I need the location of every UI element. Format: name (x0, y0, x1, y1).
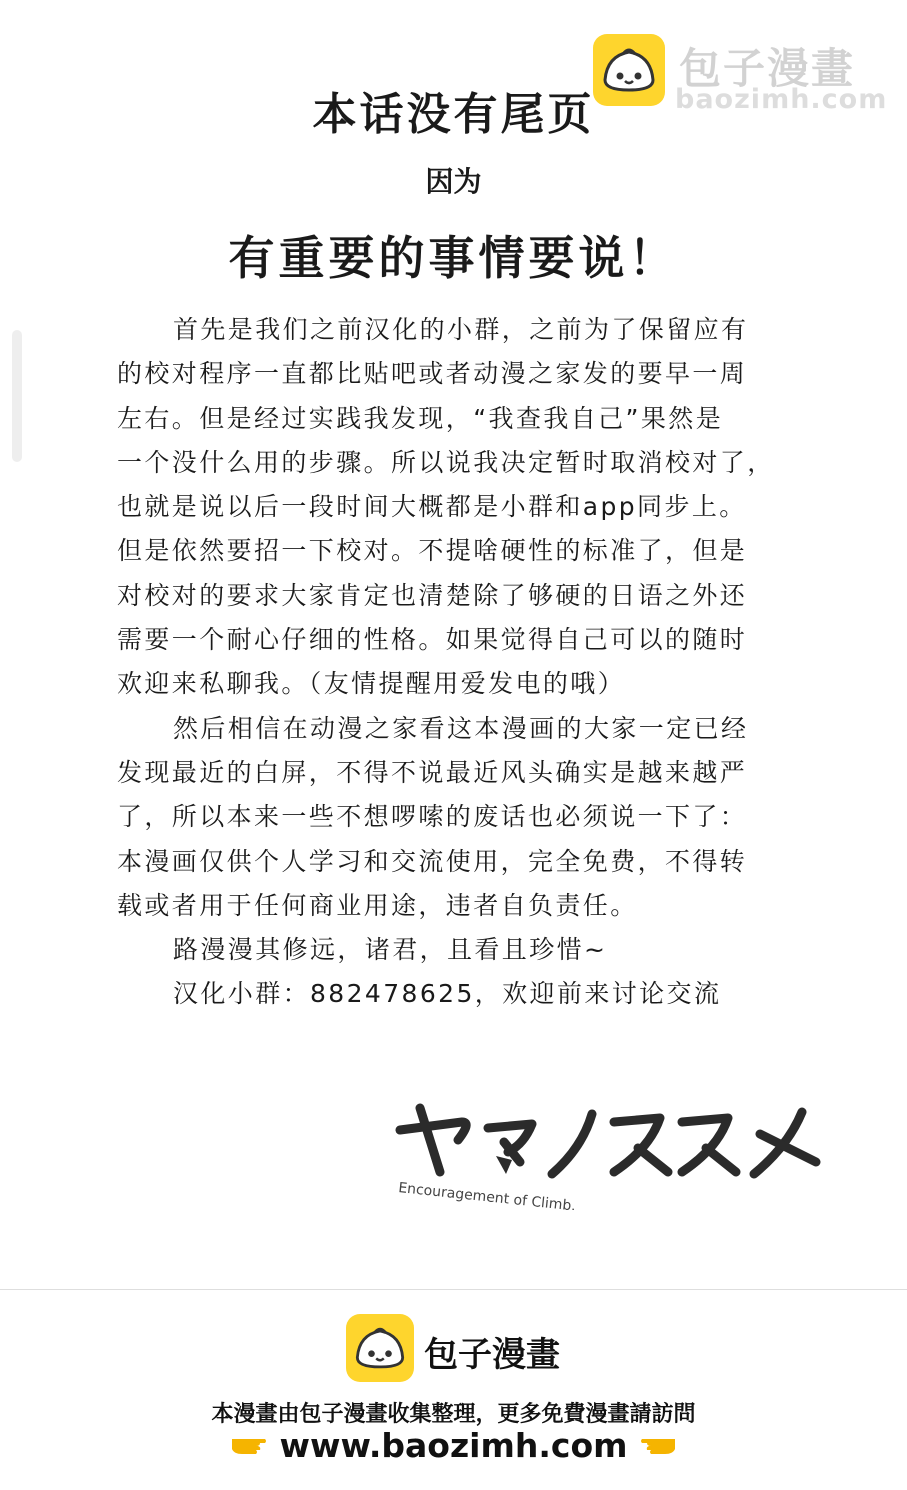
text-line: 一个没什么用的步骤。所以说我决定暂时取消校对了， (117, 447, 775, 477)
footer-url[interactable]: www.baozimh.com (279, 1426, 628, 1465)
text-line: 也就是说以后一段时间大概都是小群和app同步上。 (117, 492, 747, 522)
page-subheading: 因为 (425, 165, 482, 198)
text-line: 路漫漫其修远，诸君，且看且珍惜~ (173, 935, 608, 965)
series-logo-subtitle: Encouragement of Climb. (397, 1180, 577, 1210)
footer-url-row (0, 1426, 907, 1467)
text-line: 发现最近的白屏，不得不说最近风头确实是越来越严 (117, 757, 748, 787)
watermark-url: baozimh.com (675, 84, 888, 115)
text-line: 本漫画仅供个人学习和交流使用，完全免费，不得转 (117, 846, 748, 876)
text-line: 汉化小群：882478625，欢迎前来讨论交流 (173, 979, 722, 1009)
scroll-indicator[interactable] (12, 330, 22, 462)
text-line: 对校对的要求大家肯定也清楚除了够硬的日语之外还 (117, 580, 748, 610)
text-line: 然后相信在动漫之家看这本漫画的大家一定已经 (173, 713, 749, 743)
footer-divider (0, 1289, 907, 1290)
footer-note: 本漫畫由包子漫畫收集整理，更多免費漫畫請訪問 (211, 1402, 696, 1427)
text-line: 左右。但是经过实践我发现，“我查我自己”果然是 (117, 403, 724, 433)
series-logo (392, 1100, 832, 1210)
pointing-left-hand-icon (639, 1428, 679, 1467)
footer-brand: 包子漫畫 (424, 1335, 560, 1375)
watermark-title: 包子漫畫 (679, 44, 856, 93)
footer-bun-logo-icon (346, 1314, 414, 1382)
page-heading: 本话没有尾页 (312, 89, 595, 140)
text-line: 欢迎来私聊我。（友情提醒用爱发电的哦） (117, 669, 626, 699)
text-line: 载或者用于任何商业用途，违者自负责任。 (117, 890, 638, 920)
text-line: 但是依然要招一下校对。不提啥硬性的标准了，但是 (117, 536, 748, 566)
text-line: 首先是我们之前汉化的小群，之前为了保留应有 (173, 315, 749, 344)
pointing-right-hand-icon (228, 1428, 268, 1467)
page-headline: 有重要的事情要说！ (228, 231, 679, 285)
text-line: 的校对程序一直都比贴吧或者动漫之家发的要早一周 (117, 359, 748, 389)
text-line: 了，所以本来一些不想啰嗦的废话也必须说一下了： (117, 802, 748, 832)
notice-body (117, 308, 797, 1017)
text-line: 需要一个耐心仔细的性格。如果觉得自己可以的随时 (117, 625, 748, 655)
